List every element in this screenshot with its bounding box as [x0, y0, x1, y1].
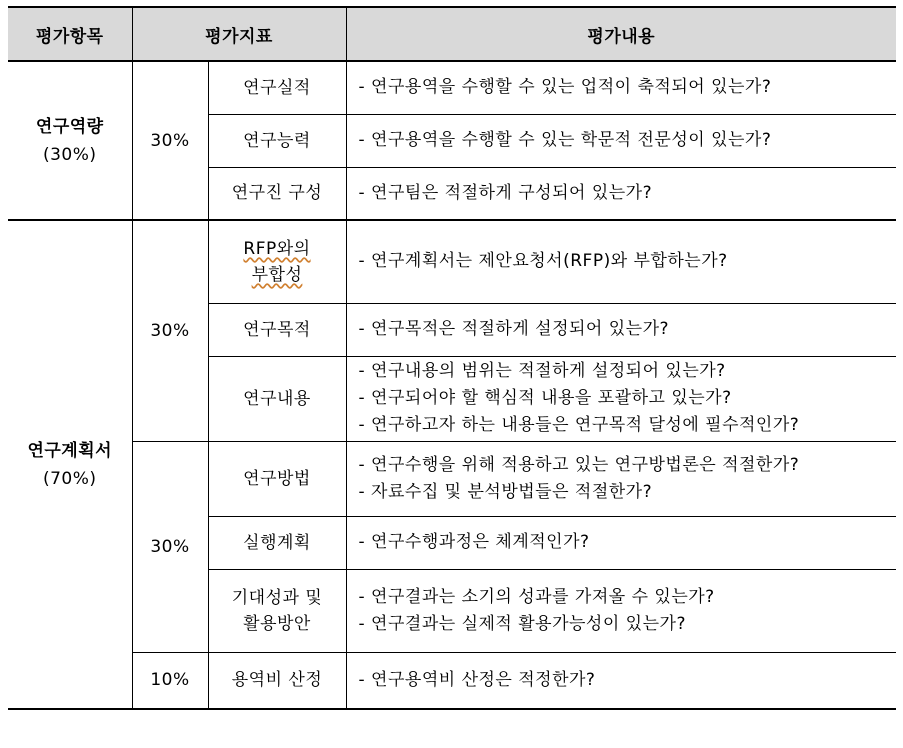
indicator-cell: [208, 61, 346, 114]
indicator-cell: [208, 569, 346, 652]
indicator-cell: [208, 220, 346, 303]
indicator-label: RFP와의: [243, 238, 311, 259]
indicator-label: 연구목적: [243, 319, 311, 340]
indicator-cell: [208, 167, 346, 220]
content-cell: [346, 303, 896, 356]
content-cell: [346, 356, 896, 441]
header-row: [8, 7, 896, 61]
content-line: - 연구되어야 할 핵심적 내용을 포괄하고 있는가?: [358, 388, 732, 408]
content-cell: [346, 114, 896, 167]
group-weight: 30%: [132, 220, 208, 441]
header-indicator: 평가지표: [132, 7, 346, 61]
indicator-label: 연구진 구성: [231, 183, 323, 204]
table-body: [8, 61, 896, 709]
indicator-label: 연구내용: [243, 388, 311, 409]
content-line: - 연구결과는 소기의 성과를 가져올 수 있는가?: [358, 586, 715, 607]
content-cell: [346, 569, 896, 652]
table-row: [8, 61, 896, 114]
group-weight: 10%: [132, 652, 208, 709]
evaluation-table: [8, 6, 896, 710]
content-line: - 연구용역을 수행할 수 있는 학문적 전문성이 있는가?: [358, 130, 772, 150]
category-weight: (30%): [42, 144, 97, 165]
group-weight: 30%: [132, 441, 208, 652]
content-cell: [346, 516, 896, 569]
indicator-cell: [208, 303, 346, 356]
content-cell: [346, 167, 896, 220]
content-line: - 연구내용의 범위는 적절하게 설정되어 있는가?: [358, 361, 726, 381]
indicator-cell: [208, 114, 346, 167]
content-line: - 연구수행과정은 체계적인가?: [358, 532, 590, 552]
indicator-label: 연구실적: [243, 77, 311, 98]
indicator-label: 연구능력: [243, 130, 311, 151]
content-line: - 연구용역비 산정은 적정한가?: [358, 669, 596, 690]
indicator-cell: [208, 356, 346, 441]
category-weight: (70%): [42, 468, 97, 489]
content-line: - 연구목적은 적절하게 설정되어 있는가?: [358, 319, 670, 339]
content-line: - 자료수집 및 분석방법들은 적절한가?: [358, 481, 653, 502]
table-row: [8, 441, 896, 516]
group-weight: 30%: [132, 61, 208, 220]
content-cell: [346, 61, 896, 114]
table-row: [8, 652, 896, 709]
content-line: - 연구수행을 위해 적용하고 있는 연구방법론은 적절한가?: [358, 454, 800, 475]
indicator-cell: [208, 516, 346, 569]
indicator-label: 연구방법: [243, 468, 311, 489]
category-name: 연구역량: [35, 116, 104, 137]
header-content: 평가내용: [346, 7, 896, 61]
indicator-label: 부합성: [251, 264, 303, 285]
indicator-label: 활용방안: [243, 613, 311, 634]
category-cell: [8, 61, 132, 220]
content-line: - 연구팀은 적절하게 구성되어 있는가?: [358, 182, 653, 203]
content-cell: [346, 652, 896, 709]
content-cell: [346, 441, 896, 516]
content-line: - 연구결과는 실제적 활용가능성이 있는가?: [358, 613, 686, 634]
header-category: 평가항목: [8, 7, 132, 61]
indicator-label: 실행계획: [243, 532, 311, 553]
content-cell: [346, 220, 896, 303]
table-row: [8, 220, 896, 303]
indicator-cell: [208, 652, 346, 709]
category-name: 연구계획서: [27, 440, 113, 461]
category-cell: [8, 220, 132, 709]
indicator-label: 용역비 산정: [231, 670, 323, 691]
indicator-cell: [208, 441, 346, 516]
indicator-label: 기대성과 및: [231, 587, 323, 608]
content-line: - 연구용역을 수행할 수 있는 업적이 축적되어 있는가?: [358, 77, 772, 98]
content-line: - 연구하고자 하는 내용들은 연구목적 달성에 필수적인가?: [358, 415, 800, 435]
content-line: - 연구계획서는 제안요청서(RFP)와 부합하는가?: [358, 251, 728, 272]
